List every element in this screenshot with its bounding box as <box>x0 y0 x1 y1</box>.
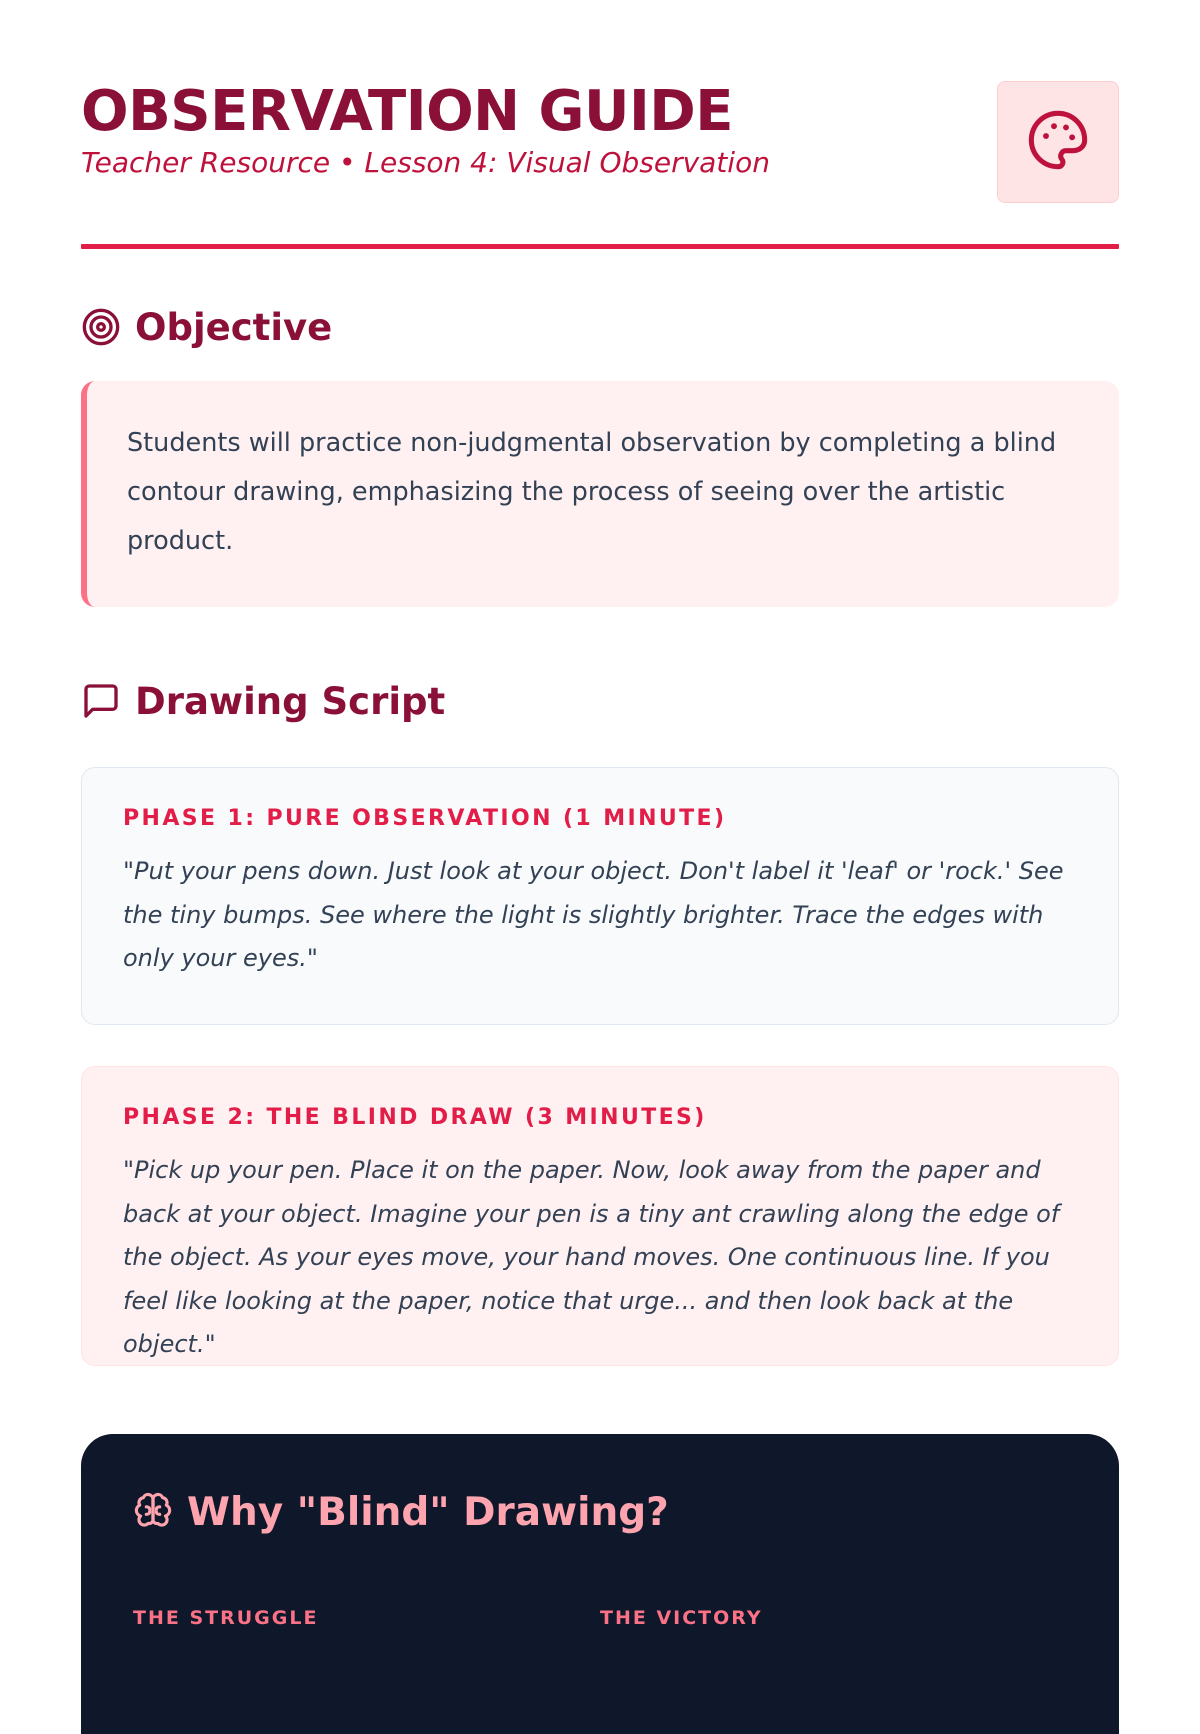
phase-card-2 <box>81 1066 1119 1366</box>
phase-card-1 <box>81 767 1119 1025</box>
message-square-icon <box>81 681 121 721</box>
phase-title: PHASE 1: PURE OBSERVATION (1 MINUTE) <box>123 806 727 831</box>
objective-text: Students will practice non-judgmental observation by completing a blind contour drawing, emphasizing the process of seeing over the artistic product. <box>127 428 1057 556</box>
palette-icon <box>1026 108 1090 176</box>
why-blind-card <box>81 1434 1119 1734</box>
script-heading <box>81 675 1119 727</box>
objective-heading <box>81 301 1119 353</box>
brain-icon <box>133 1491 173 1535</box>
page-header <box>81 0 1119 179</box>
header-divider <box>81 244 1119 249</box>
phase-script-text: "Pick up your pen. Place it on the paper. Now, look away from the paper and back at your object. Imagine your pen is a tiny ant crawling along the edge of the object. As your eyes move, your hand moves. One continuous line. If you feel like looking at the paper, notice that urge... and then look back at the object." <box>123 1156 1060 1358</box>
page-title: OBSERVATION GUIDE <box>81 79 734 144</box>
struggle-label: THE STRUGGLE <box>133 1607 319 1629</box>
phase-script-text: "Put your pens down. Just look at your object. Don't label it 'leaf' or 'rock.' See the tiny bumps. See where the light is slightly brighter. Trace the edges with only your eyes." <box>123 857 1064 972</box>
objective-callout <box>81 381 1119 607</box>
script-heading-label: Drawing Script <box>135 679 446 723</box>
page-subtitle: Teacher Resource • Lesson 4: Visual Observation <box>81 146 770 179</box>
why-columns <box>133 1607 1067 1629</box>
phase-title: PHASE 2: THE BLIND DRAW (3 MINUTES) <box>123 1105 707 1130</box>
logo-badge <box>997 81 1119 203</box>
target-icon <box>81 307 121 347</box>
victory-label: THE VICTORY <box>600 1607 763 1629</box>
objective-heading-label: Objective <box>135 305 333 349</box>
why-heading-label: Why "Blind" Drawing? <box>187 1490 669 1535</box>
why-heading <box>133 1490 1067 1535</box>
